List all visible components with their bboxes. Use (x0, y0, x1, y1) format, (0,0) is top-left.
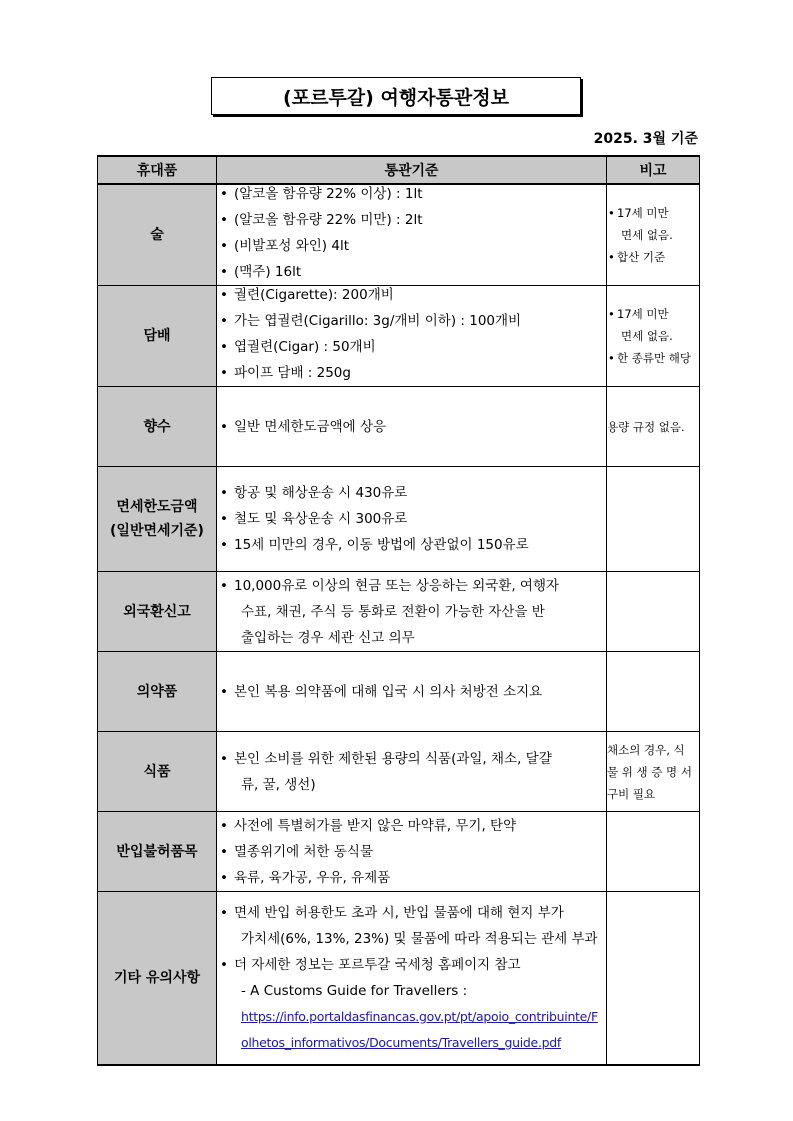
list-item: • 본인 소비를 위한 제한된 용량의 식품(과일, 채소, 달걀 (217, 746, 606, 772)
guide-link-cont[interactable]: olhetos_informativos/Documents/Travellers_guide.pdf (241, 1034, 561, 1050)
table-row-food (98, 732, 700, 812)
header-standard: 통관기준 (217, 156, 607, 184)
note-dutyfree (607, 467, 700, 572)
note-line: 구비 필요 (607, 786, 656, 801)
list-item-cont: 가치세(6%, 13%, 23%) 및 물품에 따라 적용되는 관세 부과 (241, 930, 598, 947)
guide-link[interactable]: https://info.portaldasfinancas.gov.pt/pt/apoio_contribuinte/F (241, 1008, 598, 1024)
list-item-cont: 수표, 채권, 주식 등 통화로 전환이 가능한 자산을 반 (241, 603, 545, 620)
table-row-alcohol (98, 184, 700, 286)
standard-currency (217, 572, 607, 652)
list-item: • 가는 엽궐련(Cigarillo: 3g/개비 이하) : 100개비 (217, 308, 606, 334)
list-item: • (비발포성 와인) 4lt (217, 233, 606, 259)
table-row-currency (98, 572, 700, 652)
note-item-cont: 면세 없음. (621, 228, 673, 242)
category-line: (일반면세기준) (110, 523, 204, 539)
list-item: • 멸종위기에 처한 동식물 (217, 839, 606, 865)
list-item: • 10,000유로 이상의 현금 또는 상응하는 외국환, 여행자 (217, 573, 606, 599)
standard-prohibited (217, 812, 607, 892)
guide-label: - A Customs Guide for Travellers : (241, 982, 468, 999)
table-row-dutyfree (98, 467, 700, 572)
note-tobacco (607, 286, 700, 387)
category-other: 기타 유의사항 (98, 892, 217, 1065)
category-tobacco: 담배 (98, 286, 217, 387)
note-medicine (607, 652, 700, 732)
list-item: • 항공 및 해상운송 시 430유로 (217, 480, 606, 506)
document-title: (포르투갈) 여행자통관정보 (211, 77, 581, 115)
standard-perfume (217, 387, 607, 467)
note-currency (607, 572, 700, 652)
note-prohibited (607, 812, 700, 892)
list-item: • 15세 미만의 경우, 이동 방법에 상관없이 150유로 (217, 532, 606, 558)
list-item: • 궐련(Cigarette): 200개비 (217, 282, 606, 308)
customs-table (97, 155, 700, 1066)
note-line: 물 위 생 증 명 서 (607, 764, 692, 779)
category-prohibited: 반입불허품목 (98, 812, 217, 892)
note-item: • 한 종류만 해당 (607, 347, 699, 369)
note-line: 채소의 경우, 식 (607, 742, 685, 757)
note-item: • 17세 미만 (607, 303, 699, 325)
list-item: • 일반 면세한도금액에 상응 (217, 414, 606, 440)
guide-link-line (217, 1004, 606, 1030)
category-perfume: 향수 (98, 387, 217, 467)
category-food: 식품 (98, 732, 217, 812)
table-row-tobacco (98, 286, 700, 387)
note-item-cont: 면세 없음. (621, 329, 673, 343)
category-dutyfree (98, 467, 217, 572)
list-item: • 철도 및 육상운송 시 300유로 (217, 506, 606, 532)
list-item-cont: 출입하는 경우 세관 신고 의무 (241, 629, 415, 646)
note-item: • 17세 미만 (607, 202, 699, 224)
list-item: • 파이프 담배 : 250g (217, 360, 606, 386)
table-row-perfume (98, 387, 700, 467)
table-row-other (98, 892, 700, 1065)
table-row-prohibited (98, 812, 700, 892)
category-medicine: 의약품 (98, 652, 217, 732)
note-food (607, 732, 700, 812)
note-other (607, 892, 700, 1065)
category-line: 면세한도금액 (116, 499, 198, 515)
category-currency: 외국환신고 (98, 572, 217, 652)
list-item: • 더 자세한 정보는 포르투갈 국세청 홈페이지 참고 (217, 952, 606, 978)
list-item: • 사전에 특별허가를 받지 않은 마약류, 무기, 탄약 (217, 813, 606, 839)
category-alcohol: 술 (98, 184, 217, 286)
list-item: • (맥주) 16lt (217, 259, 606, 285)
header-note: 비고 (607, 156, 700, 184)
reference-date: 2025. 3월 기준 (593, 131, 698, 147)
standard-tobacco (217, 286, 607, 387)
list-item: • (알코올 함유량 22% 이상) : 1lt (217, 181, 606, 207)
note-alcohol (607, 184, 700, 286)
standard-food (217, 732, 607, 812)
header-item: 휴대품 (98, 156, 217, 184)
list-item-cont: 류, 꿀, 생선) (241, 776, 316, 793)
standard-dutyfree (217, 467, 607, 572)
note-perfume: 용량 규정 없음. (607, 387, 700, 467)
note-item: • 합산 기준 (607, 246, 699, 268)
guide-link-line (217, 1030, 606, 1056)
table-row-medicine (98, 652, 700, 732)
standard-other (217, 892, 607, 1065)
list-item: • 육류, 육가공, 우유, 유제품 (217, 865, 606, 891)
standard-medicine (217, 652, 607, 732)
list-item: • 엽궐련(Cigar) : 50개비 (217, 334, 606, 360)
list-item: • 본인 복용 의약품에 대해 입국 시 의사 처방전 소지요 (217, 679, 606, 705)
list-item: • 면세 반입 허용한도 초과 시, 반입 물품에 대해 현지 부가 (217, 900, 606, 926)
table-header-row (98, 156, 700, 184)
list-item: • (알코올 함유량 22% 미만) : 2lt (217, 207, 606, 233)
standard-alcohol (217, 184, 607, 286)
